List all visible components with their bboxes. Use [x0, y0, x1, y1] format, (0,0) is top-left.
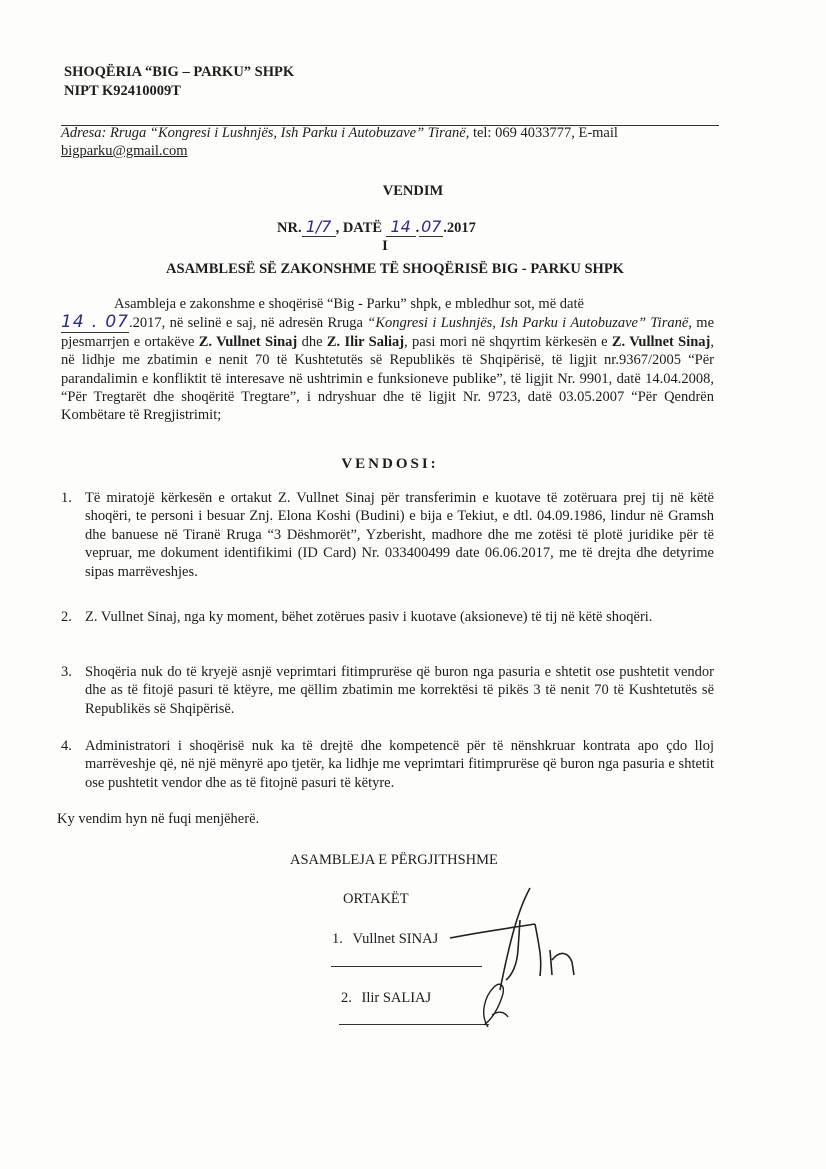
item-number: 4.	[61, 738, 72, 754]
item-number: 2.	[61, 609, 72, 625]
intro-text-4: , pasi mori në shqyrtim kërkesën e	[404, 333, 612, 350]
company-name: SHOQËRIA “BIG – PARKU” SHPK	[64, 64, 295, 80]
intro-paragraph	[61, 295, 714, 425]
signatory-1-number: 1.	[332, 931, 343, 947]
intro-and: dhe	[297, 333, 327, 350]
company-nipt: NIPT K92410009T	[64, 83, 181, 99]
item-text: Z. Vullnet Sinaj, nga ky moment, bëhet zotërues pasiv i kuotave (aksioneve) të tij në këtë shoqëri.	[85, 609, 653, 625]
assembly-heading: ASAMBLESË SË ZAKONSHME TË SHOQËRISË BIG - PARKU SHPK	[166, 261, 624, 277]
decision-number-line: NR. 1/7 , DATË 14 . 07 .2017	[277, 217, 476, 236]
company-email[interactable]: bigparku@gmail.com	[61, 143, 188, 159]
signatory-2-number: 2.	[341, 990, 352, 1006]
intro-partner-2: Z. Ilir Saliaj	[326, 333, 405, 350]
signatory-2-name: Ilir SALIAJ	[361, 990, 432, 1006]
signatory-1-name: Vullnet SINAJ	[352, 931, 439, 947]
item-text: Të miratojë kërkesën e ortakut Z. Vullnet Sinaj për transferimin e kuotave të zotëruara prej tij në këtë shoqëri, te personi i besuar Znj. Elona Koshi (Budini) e bija e Tekiut, e dtl. 04.09.1986, lindur në Gramsh dhe banuese në Tiranë Rruga “3 Dëshmorët”, Yzberisht, madhore dhe me zotësi të plotë juridike për të vepruar, me dokument identifikimi (ID Card) Nr. 033400499 date 06.06.2017, me të drejta dhe detyrime sipas marrëveshjes.	[85, 490, 714, 580]
item-text: Administratori i shoqërisë nuk ka të drejtë dhe kompetencë për të nënshkruar kontrata apo çdo lloj marrëveshje që, në një mënyrë apo tjetër, ka lidhje me veprimtari fitimprurëse që buron nga pasuria e shtetit ose pushtetit vendor dhe as të fitojnë pasuri të këtyre.	[85, 738, 714, 791]
signatory-2	[341, 990, 431, 1007]
address-rule	[61, 125, 719, 126]
date-day: 14	[386, 217, 416, 237]
decides-heading: VENDOSI:	[341, 456, 439, 472]
partners-title: ORTAKËT	[343, 891, 409, 907]
roman-numeral: I	[382, 238, 388, 254]
intro-text-3: , me pjesmarrjen e ortakëve	[61, 315, 715, 350]
intro-text-1: Asambleja e zakonshme e shoqërisë “Big - Parku” shpk, e mbledhur sot, më datë	[114, 296, 584, 312]
intro-date-handwritten: 14 . 07	[61, 312, 129, 333]
intro-city-italic: Tiranë	[650, 315, 689, 332]
assembly-title: ASAMBLEJA E PËRGJITHSHME	[290, 852, 498, 868]
intro-partner-1b: Z. Vullnet Sinaj	[611, 333, 711, 350]
address-contact: , tel: 069 4033777, E-mail	[465, 125, 618, 141]
signatory-1	[332, 931, 438, 948]
address-label: Adresa:	[61, 125, 107, 141]
intro-text-2: .2017, në selinë e saj, në adresën Rruga	[128, 315, 368, 332]
address-text: Rruga “Kongresi i Lushnjës, Ish Parku i Autobuzave” Tiranë	[110, 125, 466, 141]
date-month: 07	[421, 217, 442, 236]
intro-text-5: , në lidhje me zbatimin e nenit 70 të Kushtetutës së Republikës të Shqipërisë, të ligjit nr.9367/2005 “Për parandalimin e konfliktit të interesave në ushtrimin e funksioneve publike”, të ligjit Nr. 9901, datë 14.04.2008, “Për Tregtarët dhe shoqëritë Tregtare”, i ndryshuar dhe të ligjit Nr. 9723, datë 03.05.2007 “Për Qendrën Kombëtare të Rregjistrimit;	[61, 333, 715, 424]
nr-value: 1/7	[302, 217, 336, 237]
intro-address-italic: “Kongresi i Lushnjës, Ish Parku i Autobuzave”	[367, 315, 647, 332]
handwritten-signature-2-icon	[470, 975, 530, 1035]
date-year: .2017	[443, 220, 476, 236]
item-number: 1.	[61, 490, 72, 506]
document-heading: VENDIM	[382, 183, 444, 199]
closing-statement: Ky vendim hyn në fuqi menjëherë.	[57, 811, 260, 827]
item-number: 3.	[61, 664, 72, 680]
intro-partner-1: Z. Vullnet Sinaj	[198, 333, 298, 350]
company-address	[61, 124, 721, 160]
item-text: Shoqëria nuk do të kryejë asnjë veprimtari fitimprurëse që buron nga pasuria e shtetit ose pushtetit vendor dhe as të fitojë pasuri të ktëyre, me qëllim zbatimin me korrektësi të pikës 3 të nenit 70 të Kushtetutës së Republikës së Shqipërisë.	[85, 664, 714, 717]
nr-label: NR.	[277, 220, 302, 236]
date-label: , DATË	[335, 220, 383, 236]
